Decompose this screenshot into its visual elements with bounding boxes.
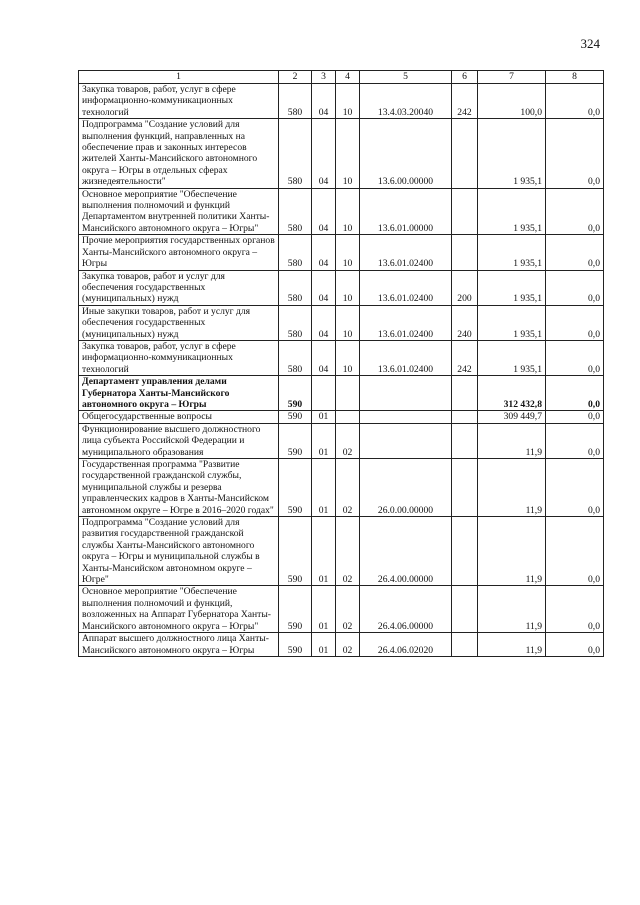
- table-header-row: [79, 71, 604, 84]
- target-article-code: 26.0.00.00000: [360, 459, 452, 517]
- subsection-code: 10: [336, 119, 360, 188]
- amount: 11,9: [478, 459, 546, 517]
- ministry-code: 590: [279, 586, 312, 633]
- ministry-code: 590: [279, 376, 312, 411]
- subsection-code: 10: [336, 188, 360, 235]
- expense-type-code: 200: [452, 270, 478, 305]
- ministry-code: 590: [279, 459, 312, 517]
- subsection-code: 10: [336, 84, 360, 119]
- item-name: Основное мероприятие "Обеспечение выполнения полномочий и функций Департаментом внутренней политики Ханты-Мансийского автономного округа – Югры": [79, 188, 279, 235]
- subsection-code: 10: [336, 270, 360, 305]
- amount-second: 0,0: [546, 633, 604, 657]
- subsection-code: 10: [336, 305, 360, 340]
- section-code: 04: [312, 340, 336, 375]
- column-header: 5: [360, 71, 452, 84]
- item-name: Государственная программа "Развитие государственной гражданской службы, муниципальной службы и резерва управленческих кадров в Ханты-Мансийском автономном округе – Югре в 2016–2020 годах": [79, 459, 279, 517]
- subsection-code: [336, 376, 360, 411]
- target-article-code: 13.6.01.02400: [360, 270, 452, 305]
- expense-type-code: 240: [452, 305, 478, 340]
- section-code: 01: [312, 633, 336, 657]
- amount-second: 0,0: [546, 459, 604, 517]
- expense-type-code: [452, 235, 478, 270]
- section-code: 04: [312, 270, 336, 305]
- table-row: [79, 270, 604, 305]
- target-article-code: 13.6.01.02400: [360, 340, 452, 375]
- amount-second: 0,0: [546, 235, 604, 270]
- target-article-code: [360, 423, 452, 458]
- amount: 100,0: [478, 84, 546, 119]
- table-row: [79, 633, 604, 657]
- item-name: Подпрограмма "Создание условий для выполнения функций, направленных на обеспечение прав и законных интересов жителей Ханты-Мансийского автономного округа – Югры в отдельных сферах жизнедеятельности": [79, 119, 279, 188]
- target-article-code: [360, 411, 452, 423]
- expense-type-code: 242: [452, 84, 478, 119]
- amount-second: 0,0: [546, 340, 604, 375]
- table-row: [79, 517, 604, 586]
- item-name: Закупка товаров, работ, услуг в сфере информационно-коммуникационных технологий: [79, 84, 279, 119]
- column-header: 4: [336, 71, 360, 84]
- item-name: Закупка товаров, работ, услуг в сфере информационно-коммуникационных технологий: [79, 340, 279, 375]
- column-header: 1: [79, 71, 279, 84]
- item-name: Прочие мероприятия государственных органов Ханты-Мансийского автономного округа – Югры: [79, 235, 279, 270]
- amount-second: 0,0: [546, 305, 604, 340]
- expense-type-code: [452, 517, 478, 586]
- ministry-code: 590: [279, 423, 312, 458]
- amount: 1 935,1: [478, 270, 546, 305]
- amount: 11,9: [478, 586, 546, 633]
- amount-second: 0,0: [546, 376, 604, 411]
- subsection-code: 02: [336, 633, 360, 657]
- subsection-code: 02: [336, 586, 360, 633]
- column-header: 3: [312, 71, 336, 84]
- amount: 312 432,8: [478, 376, 546, 411]
- item-name: Основное мероприятие "Обеспечение выполнения полномочий и функций, возложенных на Аппарат Губернатора Ханты-Мансийского автономного округа – Югры": [79, 586, 279, 633]
- amount-second: 0,0: [546, 423, 604, 458]
- amount: 309 449,7: [478, 411, 546, 423]
- section-code: 01: [312, 517, 336, 586]
- item-name: Подпрограмма "Создание условий для развития государственной гражданской службы Ханты-Мансийского автономного округа – Югры и муниципальной службы в Ханты-Мансийском автономном округе – Югре": [79, 517, 279, 586]
- section-code: 04: [312, 119, 336, 188]
- amount-second: 0,0: [546, 270, 604, 305]
- subsection-code: 02: [336, 459, 360, 517]
- amount-second: 0,0: [546, 586, 604, 633]
- subsection-code: [336, 411, 360, 423]
- expense-type-code: [452, 633, 478, 657]
- item-name: Аппарат высшего должностного лица Ханты-Мансийского автономного округа – Югры: [79, 633, 279, 657]
- target-article-code: 26.4.06.00000: [360, 586, 452, 633]
- ministry-code: 580: [279, 235, 312, 270]
- section-code: [312, 376, 336, 411]
- amount: 1 935,1: [478, 340, 546, 375]
- table-row: [79, 459, 604, 517]
- ministry-code: 580: [279, 270, 312, 305]
- expense-type-code: [452, 459, 478, 517]
- target-article-code: 13.6.01.02400: [360, 305, 452, 340]
- expense-type-code: [452, 411, 478, 423]
- column-header: 8: [546, 71, 604, 84]
- ministry-code: 590: [279, 517, 312, 586]
- table-row: [79, 305, 604, 340]
- target-article-code: 13.6.01.00000: [360, 188, 452, 235]
- amount: 1 935,1: [478, 119, 546, 188]
- column-header: 2: [279, 71, 312, 84]
- item-name: Закупка товаров, работ и услуг для обеспечения государственных (муниципальных) нужд: [79, 270, 279, 305]
- item-name: Функционирование высшего должностного лица субъекта Российской Федерации и муниципального образования: [79, 423, 279, 458]
- item-name: Департамент управления делами Губернатора Ханты-Мансийского автономного округа – Югры: [79, 376, 279, 411]
- subsection-code: 02: [336, 517, 360, 586]
- ministry-code: 580: [279, 84, 312, 119]
- table-row: [79, 235, 604, 270]
- column-header: 7: [478, 71, 546, 84]
- section-code: 01: [312, 423, 336, 458]
- table-row: [79, 119, 604, 188]
- amount-second: 0,0: [546, 517, 604, 586]
- amount: 11,9: [478, 423, 546, 458]
- table-row: [79, 340, 604, 375]
- expense-type-code: [452, 586, 478, 633]
- table-row: [79, 411, 604, 423]
- amount: 11,9: [478, 633, 546, 657]
- ministry-code: 580: [279, 188, 312, 235]
- target-article-code: 13.4.03.20040: [360, 84, 452, 119]
- section-code: 04: [312, 305, 336, 340]
- table-row: [79, 188, 604, 235]
- table-row: [79, 423, 604, 458]
- amount: 1 935,1: [478, 188, 546, 235]
- subsection-code: 10: [336, 340, 360, 375]
- ministry-code: 580: [279, 119, 312, 188]
- section-code: 04: [312, 188, 336, 235]
- column-header: 6: [452, 71, 478, 84]
- table-body: [79, 84, 604, 657]
- budget-table: [78, 70, 604, 657]
- target-article-code: 13.6.00.00000: [360, 119, 452, 188]
- section-code: 01: [312, 411, 336, 423]
- table-row: [79, 376, 604, 411]
- expense-type-code: 242: [452, 340, 478, 375]
- subsection-code: 02: [336, 423, 360, 458]
- target-article-code: 26.4.06.02020: [360, 633, 452, 657]
- target-article-code: 13.6.01.02400: [360, 235, 452, 270]
- section-code: 04: [312, 235, 336, 270]
- target-article-code: [360, 376, 452, 411]
- target-article-code: 26.4.00.00000: [360, 517, 452, 586]
- amount: 1 935,1: [478, 235, 546, 270]
- expense-type-code: [452, 119, 478, 188]
- ministry-code: 580: [279, 340, 312, 375]
- page-number: 324: [580, 36, 600, 51]
- amount-second: 0,0: [546, 84, 604, 119]
- amount: 1 935,1: [478, 305, 546, 340]
- ministry-code: 590: [279, 411, 312, 423]
- subsection-code: 10: [336, 235, 360, 270]
- item-name: Иные закупки товаров, работ и услуг для обеспечения государственных (муниципальных) нужд: [79, 305, 279, 340]
- amount: 11,9: [478, 517, 546, 586]
- section-code: 01: [312, 586, 336, 633]
- expense-type-code: [452, 423, 478, 458]
- ministry-code: 580: [279, 305, 312, 340]
- table-row: [79, 586, 604, 633]
- ministry-code: 590: [279, 633, 312, 657]
- section-code: 01: [312, 459, 336, 517]
- amount-second: 0,0: [546, 119, 604, 188]
- amount-second: 0,0: [546, 188, 604, 235]
- expense-type-code: [452, 376, 478, 411]
- expense-type-code: [452, 188, 478, 235]
- amount-second: 0,0: [546, 411, 604, 423]
- table-row: [79, 84, 604, 119]
- section-code: 04: [312, 84, 336, 119]
- item-name: Общегосударственные вопросы: [79, 411, 279, 423]
